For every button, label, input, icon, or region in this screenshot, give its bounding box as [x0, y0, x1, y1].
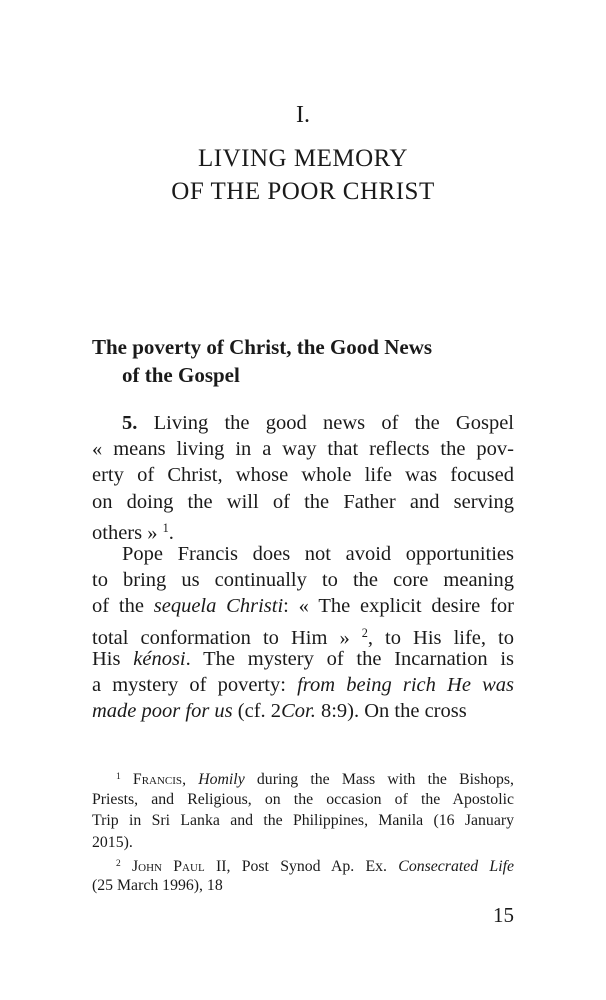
- footnote-ref: 2: [116, 858, 121, 869]
- text-run: 2015).: [92, 834, 133, 852]
- text-run: during the Mass with the Bishops,: [244, 771, 514, 789]
- chapter-title-line: LIVING MEMORY: [198, 145, 408, 172]
- text-run: John Paul: [132, 857, 205, 875]
- text-run: of the: [92, 595, 154, 618]
- text-run: 8:9). On the cross: [315, 700, 467, 723]
- text-line: [92, 541, 514, 567]
- text-line: [92, 646, 514, 672]
- section-heading-line: of the Gospel: [122, 363, 240, 387]
- body-text: [92, 410, 514, 724]
- text-run: Trip in Sri Lanka and the Philippines, Manila (16 January: [92, 812, 514, 830]
- text-run: [121, 858, 132, 875]
- chapter-title: [0, 142, 606, 208]
- text-line: [92, 410, 514, 436]
- chapter-title-line: OF THE POOR CHRIST: [171, 178, 435, 205]
- text-line: [92, 515, 514, 544]
- text-run: II, Post Synod Ap. Ex.: [204, 857, 399, 875]
- section-heading-line: The poverty of Christ, the Good News: [92, 335, 433, 359]
- text-run: His: [92, 647, 134, 670]
- footnote: [92, 767, 514, 854]
- text-run: from being rich He was: [297, 673, 514, 696]
- text-run: Francis: [132, 771, 183, 789]
- paragraph: [92, 410, 514, 544]
- page-number: 15: [493, 903, 514, 927]
- text-run: on doing the will of the Father and serving: [92, 490, 514, 513]
- text-line: [92, 698, 514, 724]
- text-run: . The mystery of the Incarnation is: [185, 647, 514, 670]
- text-run: ,: [182, 771, 199, 789]
- text-line: [92, 567, 514, 593]
- text-run: erty of Christ, whose whole life was focused: [92, 464, 514, 487]
- text-line: [92, 620, 514, 649]
- text-run: , to His life, to: [367, 626, 514, 649]
- text-run: Priests, and Religious, on the occasion of the Apostolic: [92, 790, 514, 808]
- chapter-number: I.: [296, 102, 310, 128]
- text-run: 5.: [122, 412, 138, 434]
- text-run: .: [168, 521, 174, 544]
- text-run: Cor.: [281, 700, 316, 723]
- text-line: [92, 767, 514, 789]
- text-run: « means living in a way that reflects the pov-: [92, 438, 514, 461]
- text-run: a mystery of poverty:: [92, 673, 298, 696]
- text-run: (cf. 2: [232, 700, 282, 723]
- text-run: others »: [92, 521, 163, 544]
- text-run: kénosi: [133, 647, 186, 670]
- text-run: Living the good news of the Gospel: [137, 412, 514, 434]
- text-line: [92, 593, 514, 619]
- text-line: [92, 789, 514, 811]
- text-run: [121, 771, 133, 788]
- text-run: (25 March 1996), 18: [92, 877, 223, 895]
- text-run: Consecrated Life: [398, 857, 514, 875]
- text-line: [92, 489, 514, 515]
- footnote-ref: 1: [162, 520, 169, 535]
- text-run: Pope Francis does not avoid opportunities: [122, 542, 514, 565]
- text-line: [92, 832, 514, 854]
- footnote: [92, 854, 514, 897]
- text-run: made poor for us: [92, 700, 233, 723]
- text-line: [92, 854, 514, 876]
- text-line: [92, 462, 514, 488]
- text-run: : « The explicit desire for: [283, 595, 514, 618]
- footnotes: [92, 767, 514, 897]
- text-run: to bring us continually to the core meaning: [92, 569, 514, 592]
- paragraph: [92, 541, 514, 724]
- text-line: [92, 436, 514, 462]
- text-line: [92, 875, 514, 897]
- section-heading: [92, 333, 516, 389]
- text-run: Homily: [198, 771, 245, 789]
- text-line: [92, 810, 514, 832]
- text-run: sequela Christi: [153, 595, 284, 618]
- footnote-ref: 1: [116, 772, 121, 782]
- text-line: [92, 672, 514, 698]
- footnote-ref: 2: [361, 625, 368, 640]
- text-run: total conformation to Him »: [92, 626, 362, 649]
